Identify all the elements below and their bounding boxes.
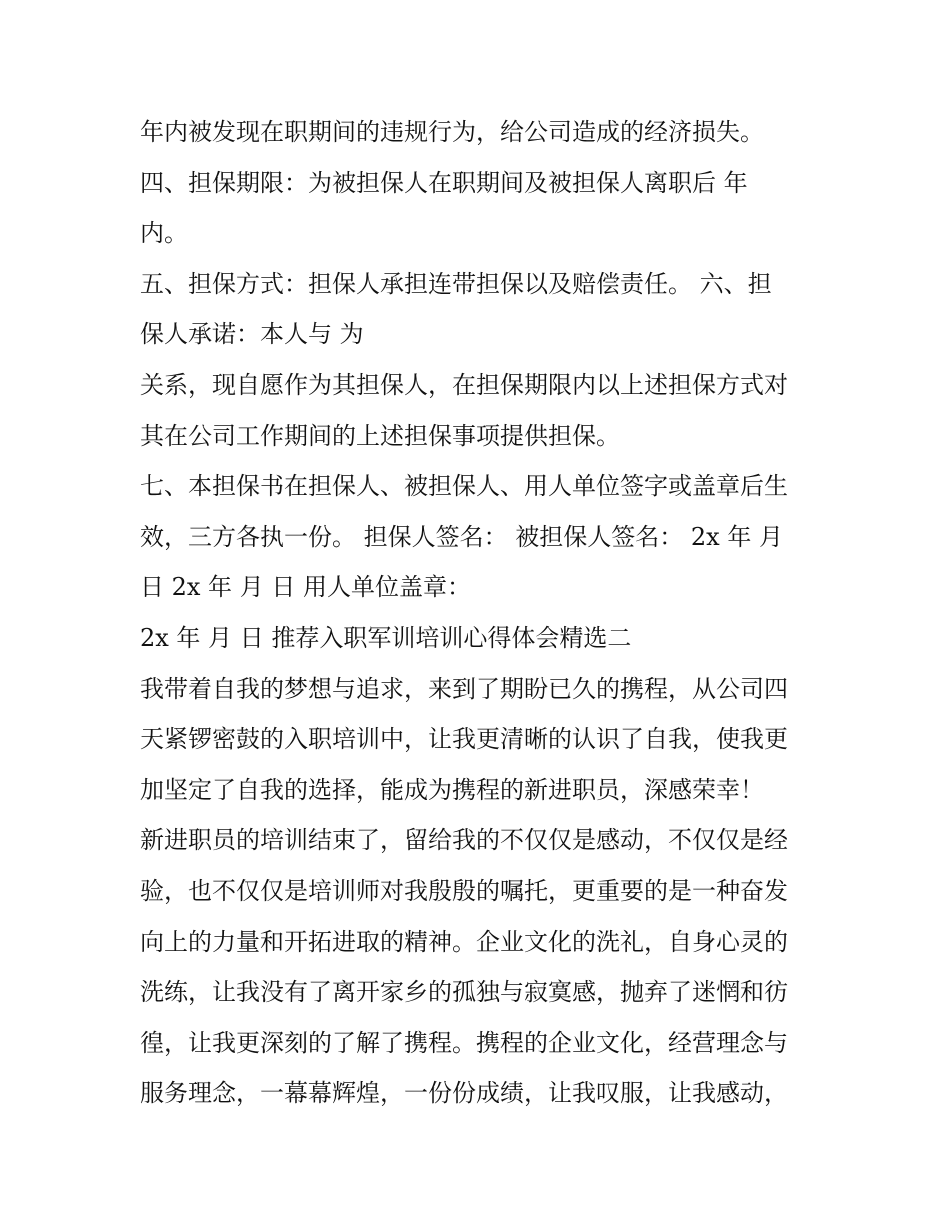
text-line: 我带着自我的梦想与追求，来到了期盼已久的携程，从公司四 (140, 674, 788, 703)
text-line: 徨，让我更深刻的了解了携程。携程的企业文化，经营理念与 (140, 1028, 788, 1057)
document-body (140, 107, 830, 1119)
text-line: 年内被发现在职期间的违规行为，给公司造成的经济损失。 (140, 118, 764, 146)
text-line: 洗练，让我没有了离开家乡的孤独与寂寞感，抛弃了迷惘和彷 (140, 978, 788, 1007)
text-line: 保人承诺：本人与 为 (140, 320, 364, 349)
text-line: 天紧锣密鼓的入职培训中，让我更清晰的认识了自我，使我更 (140, 725, 788, 754)
text-line: 新进职员的培训结束了，留给我的不仅仅是感动，不仅仅是经 (140, 826, 788, 855)
text-line: 关系，现自愿作为其担保人，在担保期限内以上述担保方式对 (140, 370, 788, 399)
text-line: 日 2x 年 月 日 用人单位盖章： (140, 573, 471, 602)
text-line: 四、担保期限：为被担保人在职期间及被担保人离职后 年 (140, 168, 748, 197)
text-line: 其在公司工作期间的上述担保事项提供担保。 (140, 421, 620, 450)
text-line: 五、担保方式：担保人承担连带担保以及赔偿责任。 六、担 (140, 269, 772, 298)
text-line: 七、本担保书在担保人、被担保人、用人单位签字或盖章后生 (140, 472, 788, 501)
text-line: 效，三方各执一份。 担保人签名： 被担保人签名： 2x 年 月 (140, 522, 783, 551)
text-line: 验，也不仅仅是培训师对我殷殷的嘱托，更重要的是一种奋发 (140, 876, 788, 905)
text-line: 服务理念，一幕幕辉煌，一份份成绩，让我叹服，让我感动， (140, 1079, 788, 1108)
text-line: 内。 (140, 219, 188, 248)
text-line: 向上的力量和开拓进取的精神。企业文化的洗礼，自身心灵的 (140, 927, 788, 956)
text-line: 2x 年 月 日 推荐入职军训培训心得体会精选二 (140, 623, 632, 652)
text-line: 加坚定了自我的选择，能成为携程的新进职员，深感荣幸！ (140, 775, 764, 804)
